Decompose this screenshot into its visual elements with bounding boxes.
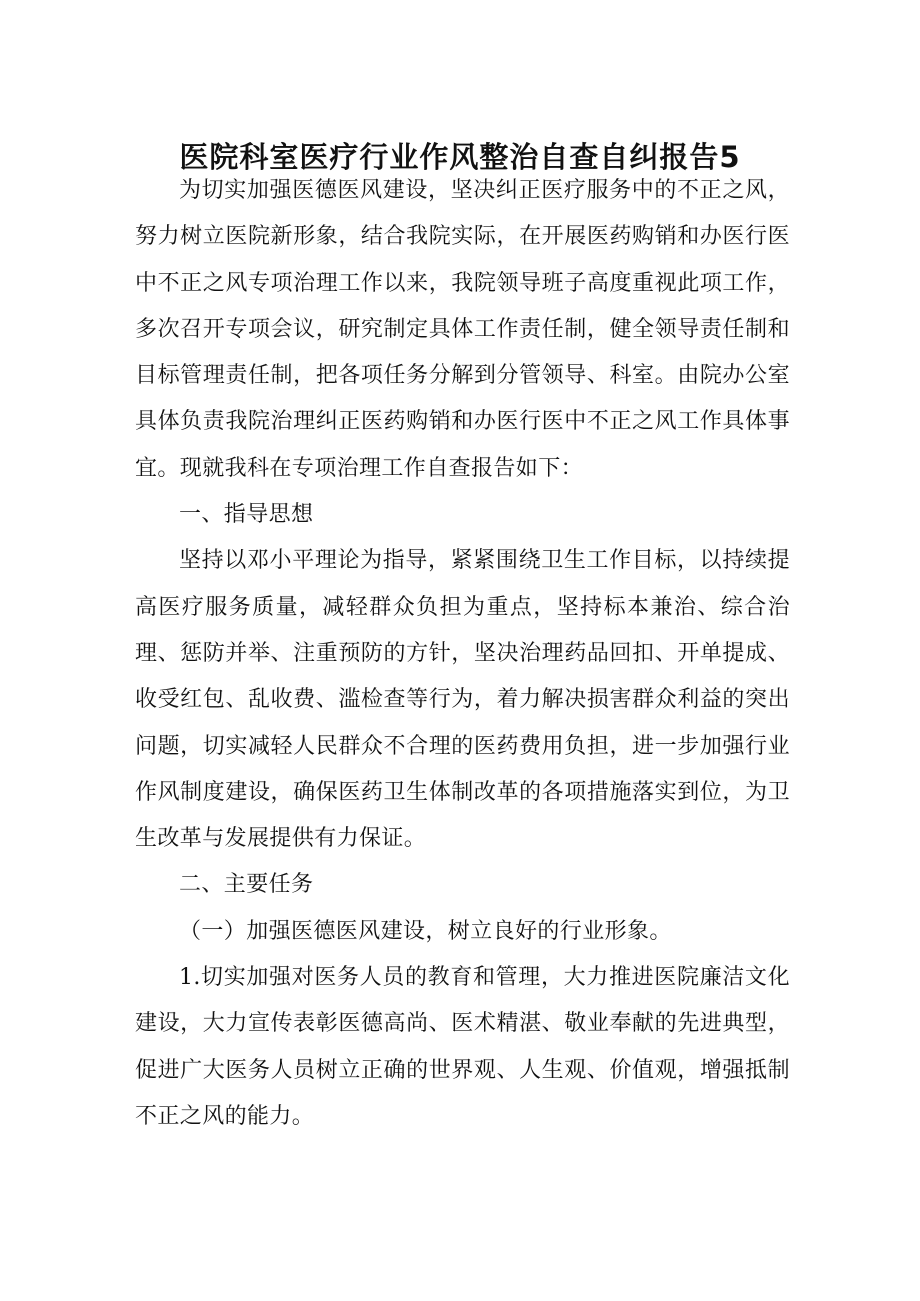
document-body (135, 168, 790, 1140)
document-title: 医院科室医疗行业作风整治自查自纠报告5 (179, 140, 741, 175)
section-heading-guiding-ideology: 一、指导思想 (179, 502, 314, 528)
intro-paragraph: 为切实加强医德医风建设，坚决纠正医疗服务中的不正之风，努力树立医院新形象，结合我院实际，在开展医药购销和办医行医中不正之风专项治理工作以来，我院领导班子高度重视此项工作，多次召开专项会议，研究制定具体工作责任制，健全领导责任制和目标管理责任制，把各项任务分解到分管领导、科室。由院办公室具体负责我院治理纠正医药购销和办医行医中不正之风工作具体事宜。现就我科在专项治理工作自查报告如下： (135, 178, 790, 481)
guiding-ideology-paragraph: 坚持以邓小平理论为指导，紧紧围绕卫生工作目标，以持续提高医疗服务质量，减轻群众负担为重点，坚持标本兼治、综合治理、惩防并举、注重预防的方针，坚决治理药品回扣、开单提成、收受红包、乱收费、滥检查等行为，着力解决损害群众利益的突出问题，切实减轻人民群众不合理的医药费用负担，进一步加强行业作风制度建设，确保医药卫生体制改革的各项措施落实到位，为卫生改革与发展提供有力保证。 (135, 548, 790, 852)
subsection-heading-ethics: （一）加强医德医风建设，树立良好的行业形象。 (179, 918, 672, 944)
section-heading-main-tasks: 二、主要任务 (179, 872, 314, 898)
task-item-1: 1.切实加强对医务人员的教育和管理，大力推进医院廉洁文化建设，大力宣传表彰医德高尚、医术精湛、敬业奉献的先进典型，促进广大医务人员树立正确的世界观、人生观、价值观，增强抵制不正之风的能力。 (135, 965, 790, 1129)
